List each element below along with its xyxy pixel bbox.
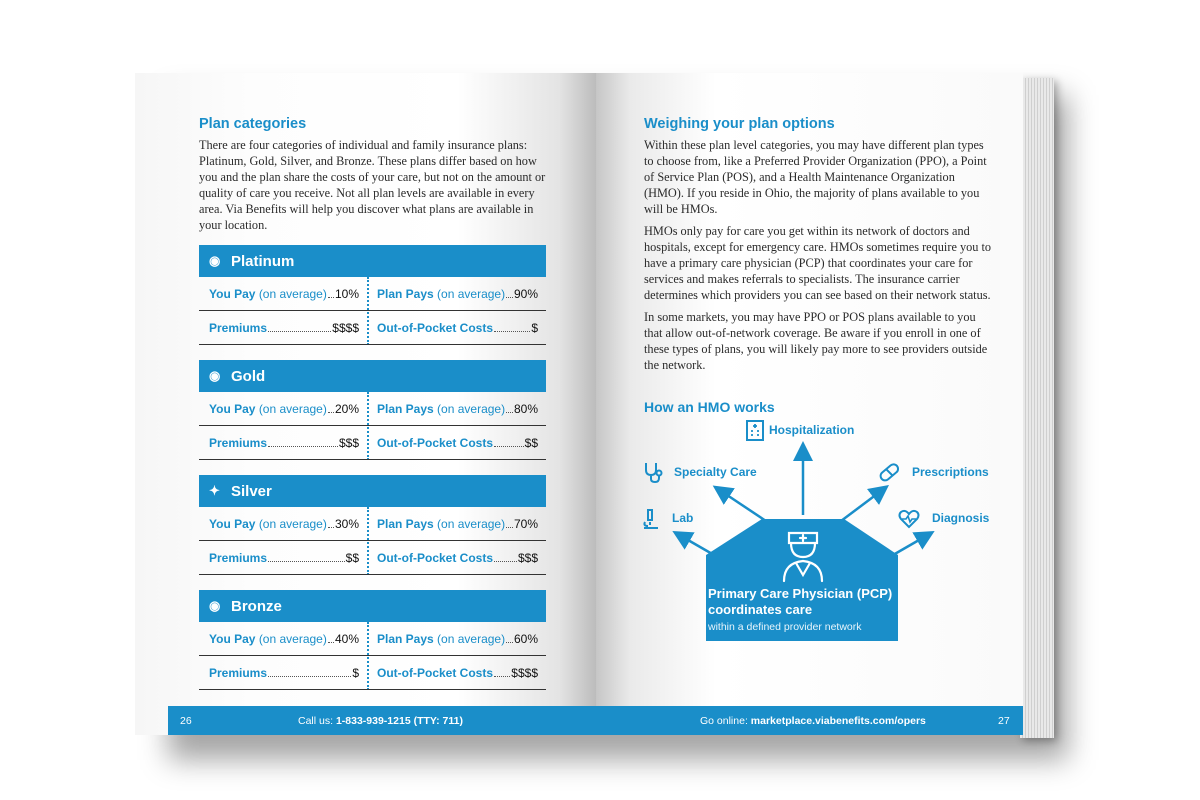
plan-row-share <box>199 622 546 656</box>
oop-label: Out-of-Pocket Costs <box>377 551 494 565</box>
plan-header <box>199 475 546 507</box>
you-pay-value: 20% <box>334 402 359 416</box>
pcp-subtitle: within a defined provider network <box>708 621 862 633</box>
leader-dots <box>494 676 510 677</box>
you-pay-label: You Pay <box>209 402 256 416</box>
oop-cell <box>377 311 538 345</box>
plan-header <box>199 590 546 622</box>
premiums-cell <box>209 656 359 690</box>
hospitalization-label: Hospitalization <box>769 423 855 437</box>
leader-dots <box>328 412 334 413</box>
plan-table-bronze <box>199 590 546 690</box>
call-us-text <box>298 715 463 727</box>
plan-body <box>199 277 546 345</box>
heartbeat-icon <box>898 508 920 530</box>
you-pay-label: You Pay <box>209 632 256 646</box>
hospital-icon <box>744 419 766 441</box>
prescriptions-label: Prescriptions <box>912 465 989 479</box>
plan-table-silver <box>199 475 546 575</box>
premiums-value: $$ <box>345 551 359 565</box>
premiums-value: $$$ <box>338 436 359 450</box>
diagnosis-label: Diagnosis <box>932 511 990 525</box>
right-footer <box>596 706 1023 735</box>
plan-row-share <box>199 392 546 426</box>
plan-pays-label: Plan Pays <box>377 517 434 531</box>
weighing-options-heading: Weighing your plan options <box>644 116 835 132</box>
premiums-value: $ <box>352 666 359 680</box>
go-online-text <box>700 715 926 727</box>
on-average-label: (on average) <box>437 402 506 416</box>
on-average-label: (on average) <box>437 632 506 646</box>
plan-row-costs <box>199 426 546 460</box>
you-pay-value: 30% <box>334 517 359 531</box>
leader-dots <box>506 412 513 413</box>
plan-pays-value: 90% <box>513 287 538 301</box>
plan-row-share <box>199 277 546 311</box>
oop-value: $ <box>531 321 538 335</box>
star-medal-icon: ✦ <box>209 483 220 498</box>
leader-dots <box>494 561 517 562</box>
plan-row-costs <box>199 541 546 575</box>
leader-dots <box>328 642 334 643</box>
premiums-label: Premiums <box>209 436 268 450</box>
leader-dots <box>506 297 513 298</box>
on-average-label: (on average) <box>437 287 506 301</box>
plan-body <box>199 392 546 460</box>
leader-dots <box>506 642 513 643</box>
plan-pays-cell <box>377 392 538 426</box>
on-average-label: (on average) <box>258 287 327 301</box>
leader-dots <box>268 331 331 332</box>
leader-dots <box>328 527 334 528</box>
plan-row-costs <box>199 311 546 345</box>
lab-label: Lab <box>672 511 694 525</box>
medal-icon: ◉ <box>209 598 221 613</box>
medal-icon: ◉ <box>209 368 221 383</box>
oop-label: Out-of-Pocket Costs <box>377 666 494 680</box>
leader-dots <box>506 527 513 528</box>
pcp-title: Primary Care Physician (PCP) coordinates care <box>708 586 893 617</box>
plan-name: Gold <box>231 367 266 385</box>
you-pay-cell <box>209 507 359 541</box>
leader-dots <box>494 331 530 332</box>
on-average-label: (on average) <box>437 517 506 531</box>
leader-dots <box>268 446 338 447</box>
paragraph-3: In some markets, you may have PPO or POS plans available to you that allow out-of-network coverage. Be aware if you enroll in one of these types of plans, you will likely pay more to see providers outside the network. <box>644 310 988 372</box>
pill-icon <box>878 461 900 483</box>
plan-pays-label: Plan Pays <box>377 402 434 416</box>
plan-row-share <box>199 507 546 541</box>
left-footer <box>168 706 596 735</box>
oop-cell <box>377 656 538 690</box>
plan-body <box>199 507 546 575</box>
page-edges <box>1020 78 1054 738</box>
call-number: 1-833-939-1215 (TTY: 711) <box>335 715 463 727</box>
online-prefix: Go online: <box>700 715 748 727</box>
plan-name: Silver <box>231 482 272 500</box>
page-number-right: 27 <box>998 715 1010 727</box>
you-pay-label: You Pay <box>209 517 256 531</box>
oop-value: $$$$ <box>511 666 538 680</box>
you-pay-cell <box>209 277 359 311</box>
plan-pays-value: 60% <box>513 632 538 646</box>
plan-pays-value: 70% <box>513 517 538 531</box>
premiums-cell <box>209 311 359 345</box>
plan-name: Bronze <box>231 597 282 615</box>
plan-body <box>199 622 546 690</box>
left-page <box>135 73 596 735</box>
website-url: marketplace.viabenefits.com/opers <box>750 715 926 727</box>
plan-pays-cell <box>377 277 538 311</box>
you-pay-cell <box>209 392 359 426</box>
you-pay-cell <box>209 622 359 656</box>
oop-value: $$ <box>524 436 538 450</box>
plan-header <box>199 245 546 277</box>
premiums-label: Premiums <box>209 321 268 335</box>
page-number-left: 26 <box>180 715 192 727</box>
leader-dots <box>328 297 334 298</box>
plan-categories-intro: There are four categories of individual and family insurance plans: Platinum, Gold, Silver, and Bronze. These plans differ based on how you and the plan share the costs of your care, but not on the amount or quality of care you receive. Not all plan levels are available in every area. Via Benefits will help you discover what plans are available in your location. <box>199 138 546 232</box>
plan-pays-cell <box>377 507 538 541</box>
plan-table-platinum <box>199 245 546 345</box>
weighing-options-body <box>644 137 996 379</box>
microscope-icon <box>640 508 662 530</box>
premiums-value: $$$$ <box>332 321 359 335</box>
on-average-label: (on average) <box>258 402 327 416</box>
paragraph-2: HMOs only pay for care you get within its network of doctors and hospitals, except for emergency care. HMOs sometimes require you to have a primary care physician (PCP) that coordinates your care for services and makes referrals to specialists. The insurance carrier determines which providers you can see based on their network status. <box>644 224 992 302</box>
premiums-cell <box>209 426 359 460</box>
plan-pays-cell <box>377 622 538 656</box>
leader-dots <box>494 446 524 447</box>
call-prefix: Call us: <box>298 715 334 727</box>
how-hmo-works-heading: How an HMO works <box>644 399 775 415</box>
oop-label: Out-of-Pocket Costs <box>377 321 494 335</box>
premiums-label: Premiums <box>209 551 268 565</box>
you-pay-value: 10% <box>334 287 359 301</box>
you-pay-label: You Pay <box>209 287 256 301</box>
oop-cell <box>377 426 538 460</box>
plan-header <box>199 360 546 392</box>
leader-dots <box>268 676 351 677</box>
right-page <box>596 73 1023 735</box>
plan-table-gold <box>199 360 546 460</box>
plan-pays-label: Plan Pays <box>377 632 434 646</box>
medal-icon: ◉ <box>209 253 221 268</box>
plan-row-costs <box>199 656 546 690</box>
paragraph-1: Within these plan level categories, you may have different plan types to choose from, like a Preferred Provider Organization (PPO), a Point of Service Plan (POS), and a Health Maintenance Organization (HMO). If you reside in Ohio, the majority of plans available to you will be HMOs. <box>644 138 987 216</box>
oop-label: Out-of-Pocket Costs <box>377 436 494 450</box>
hmo-diagram <box>626 423 1006 663</box>
stethoscope-icon <box>642 461 664 483</box>
oop-cell <box>377 541 538 575</box>
oop-value: $$$ <box>517 551 538 565</box>
plan-categories-heading: Plan categories <box>199 116 307 132</box>
premiums-label: Premiums <box>209 666 268 680</box>
leader-dots <box>268 561 345 562</box>
you-pay-value: 40% <box>334 632 359 646</box>
premiums-cell <box>209 541 359 575</box>
on-average-label: (on average) <box>258 517 327 531</box>
specialty-care-label: Specialty Care <box>674 465 757 479</box>
on-average-label: (on average) <box>258 632 327 646</box>
plan-name: Platinum <box>231 252 295 270</box>
plan-pays-value: 80% <box>513 402 538 416</box>
plan-pays-label: Plan Pays <box>377 287 434 301</box>
